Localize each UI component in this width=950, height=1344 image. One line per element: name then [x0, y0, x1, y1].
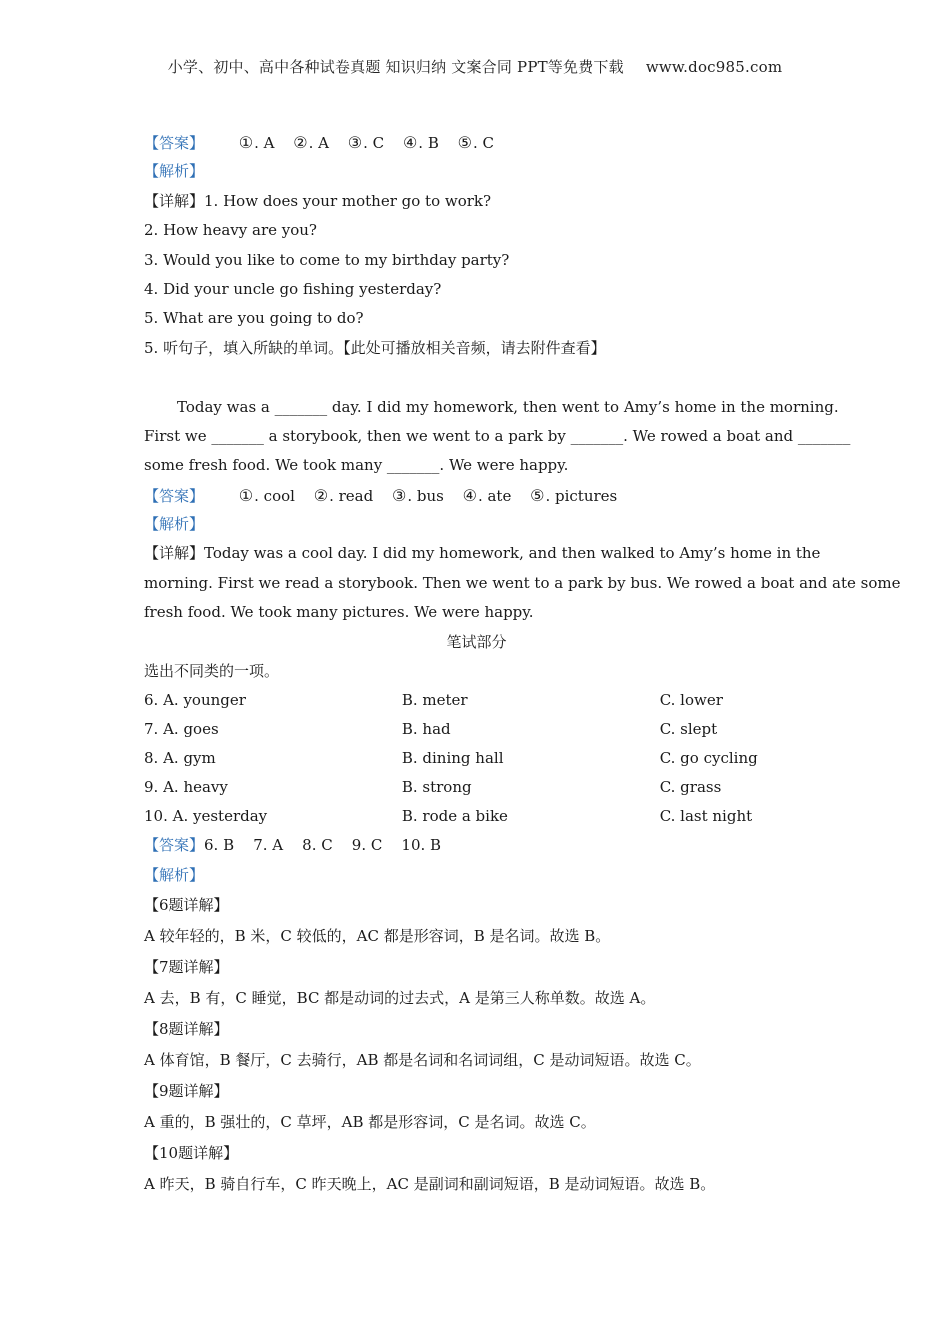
- detail-line: morning. First we read a storybook. Then we went to a park by bus. We rowed a boat and ate some: [144, 573, 901, 592]
- detail-body: A 较年轻的，B 米，C 较低的，AC 都是形容词，B 是名词。故选 B。: [144, 927, 611, 946]
- option-a: 8. A. gym: [144, 749, 216, 768]
- option-a: 7. A. goes: [144, 720, 219, 739]
- option-c: C. last night: [659, 807, 753, 826]
- analysis-tag-line: [144, 510, 809, 539]
- answer-item: ②. read: [313, 485, 374, 505]
- header-site-link[interactable]: www.doc985.com: [645, 58, 783, 76]
- option-b: B. meter: [401, 691, 468, 710]
- detail-line: 3. Would you like to come to my birthday party?: [144, 250, 510, 269]
- option-a: 9. A. heavy: [144, 778, 228, 797]
- detail-body: A 去，B 有，C 睡觉，BC 都是动词的过去式，A 是第三人称单数。故选 A。: [144, 989, 656, 1008]
- detail-line: 4. Did your uncle go fishing yesterday?: [144, 279, 442, 298]
- question-instruction: 选出不同类的一项。: [144, 662, 280, 681]
- detail-body: A 昨天，B 骑自行车，C 昨天晚上，AC 是副词和副词短语，B 是动词短语。故选 B。: [144, 1175, 716, 1194]
- detail-line: 【详解】1. How does your mother go to work?: [144, 191, 492, 210]
- answer-line-q4: [144, 128, 809, 157]
- detail-line: fresh food. We took many pictures. We were happy.: [144, 603, 534, 622]
- question-row: [144, 715, 809, 744]
- analysis-tag: 【解析】: [144, 162, 205, 181]
- page-header: [0, 56, 950, 77]
- answer-item: ②. A: [293, 133, 330, 152]
- detail-heading: 【6题详解】: [144, 896, 229, 915]
- question-row: [144, 686, 809, 715]
- analysis-tag-line: [144, 157, 809, 186]
- detail-line: 2. How heavy are you?: [144, 221, 317, 240]
- answer-tag: 【答案】: [144, 836, 205, 855]
- question-instruction: 5. 听句子，填入所缺的单词。【此处可播放相关音频，请去附件查看】: [144, 338, 606, 357]
- detail-tag: 【详解】: [144, 191, 205, 210]
- answer-item: ⑤. pictures: [530, 485, 618, 505]
- answer-item: ①. cool: [238, 485, 295, 505]
- detail-heading: 【9题详解】: [144, 1082, 229, 1101]
- option-c: C. slept: [659, 720, 718, 739]
- option-c: C. go cycling: [659, 749, 758, 768]
- detail-line: 5. What are you going to do?: [144, 309, 364, 328]
- section-title: 笔试部分: [446, 632, 507, 651]
- option-b: B. strong: [401, 778, 472, 797]
- answer-tag: 【答案】: [144, 134, 205, 152]
- passage-line: Today was a _______ day. I did my homework, then went to Amy’s home in the morning.: [177, 397, 839, 416]
- detail-heading: 【7题详解】: [144, 958, 229, 977]
- option-b: B. dining hall: [401, 749, 504, 768]
- option-b: B. had: [401, 720, 451, 739]
- passage-line: First we _______ a storybook, then we went to a park by _______. We rowed a boat and _______: [144, 426, 851, 445]
- answer-item: ③. C: [347, 133, 385, 152]
- option-b: B. rode a bike: [401, 807, 508, 826]
- option-a: 6. A. younger: [144, 691, 246, 710]
- detail-heading: 【8题详解】: [144, 1020, 229, 1039]
- answer-line-q5: [144, 481, 809, 510]
- answer-line-written: [144, 831, 809, 860]
- option-c: C. grass: [659, 778, 722, 797]
- option-a: 10. A. yesterday: [144, 807, 268, 826]
- answer-text: 6. B 7. A 8. C 9. C 10. B: [204, 836, 442, 855]
- detail-tag: 【详解】: [144, 544, 205, 563]
- option-c: C. lower: [659, 691, 723, 710]
- answer-item: ④. B: [402, 133, 439, 152]
- detail-body: A 重的，B 强壮的，C 草坪，AB 都是形容词，C 是名词。故选 C。: [144, 1113, 596, 1132]
- answer-item: ③. bus: [391, 485, 444, 505]
- header-text: 小学、初中、高中各种试卷真题 知识归纳 文案合同 PPT等免费下载: [167, 58, 624, 76]
- detail-line: 【详解】Today was a cool day. I did my homework, and then walked to Amy’s home in the: [144, 544, 821, 563]
- answer-tag: 【答案】: [144, 486, 205, 505]
- question-row: [144, 744, 809, 773]
- detail-body: A 体育馆，B 餐厅，C 去骑行，AB 都是名词和名词词组，C 是动词短语。故选 C。: [144, 1051, 701, 1070]
- analysis-tag: 【解析】: [144, 865, 205, 884]
- analysis-tag-line: [144, 861, 809, 890]
- question-row: [144, 802, 809, 831]
- passage-line: some fresh food. We took many _______. We were happy.: [144, 456, 569, 475]
- analysis-tag: 【解析】: [144, 515, 205, 534]
- answer-item: ①. A: [238, 133, 275, 152]
- question-row: [144, 773, 809, 802]
- document-body: [144, 128, 901, 1200]
- detail-heading: 【10题详解】: [144, 1144, 239, 1163]
- answer-item: ④. ate: [462, 485, 512, 505]
- answer-item: ⑤. C: [457, 133, 494, 152]
